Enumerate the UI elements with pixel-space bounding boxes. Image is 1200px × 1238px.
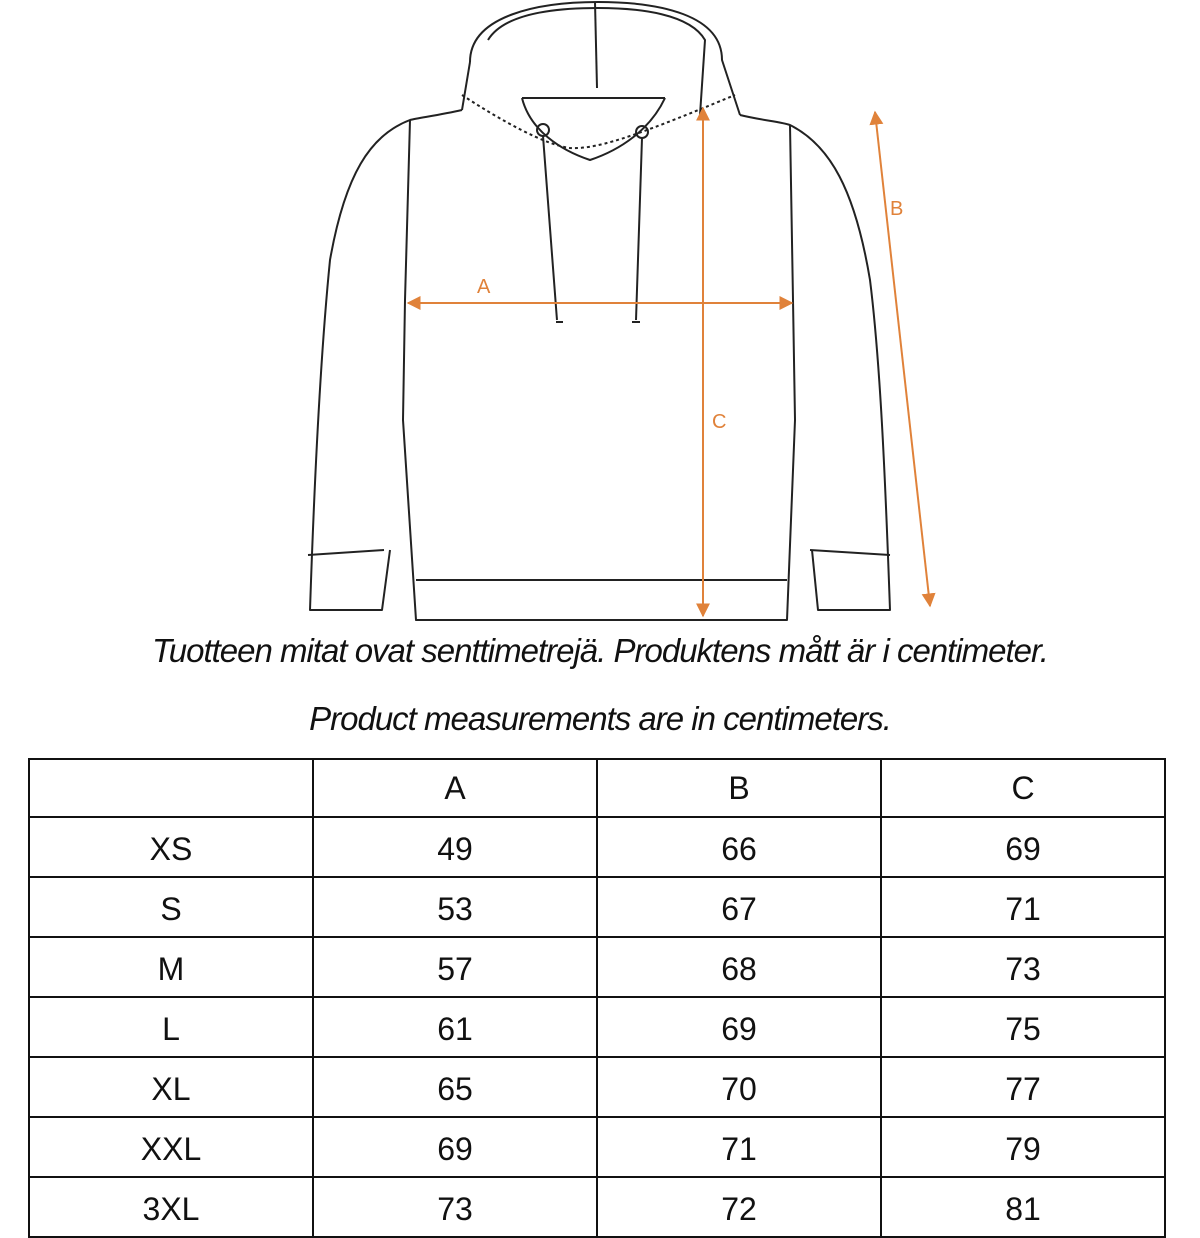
value-cell-b: 70 (597, 1057, 881, 1117)
size-cell: S (29, 877, 313, 937)
value-cell-c: 79 (881, 1117, 1165, 1177)
value-cell-b: 66 (597, 817, 881, 877)
value-cell-b: 72 (597, 1177, 881, 1237)
value-cell-a: 49 (313, 817, 597, 877)
table-row (29, 877, 1165, 937)
label-c: C (712, 411, 727, 433)
table-row (29, 937, 1165, 997)
value-cell-a: 57 (313, 937, 597, 997)
size-table (28, 758, 1166, 1238)
value-cell-b: 69 (597, 997, 881, 1057)
value-cell-c: 71 (881, 877, 1165, 937)
value-cell-c: 69 (881, 817, 1165, 877)
size-cell: L (29, 997, 313, 1057)
size-cell: XL (29, 1057, 313, 1117)
measurement-note-fi-sv: Tuotteen mitat ovat senttimetrejä. Produktens mått är i centimeter. (152, 632, 1048, 669)
header-cell-c: C (881, 759, 1165, 817)
table-row (29, 817, 1165, 877)
label-a: A (477, 276, 491, 298)
label-b: B (890, 198, 904, 220)
size-cell: M (29, 937, 313, 997)
value-cell-c: 73 (881, 937, 1165, 997)
value-cell-a: 61 (313, 997, 597, 1057)
value-cell-c: 75 (881, 997, 1165, 1057)
table-row (29, 1177, 1165, 1237)
value-cell-a: 53 (313, 877, 597, 937)
table-row (29, 1117, 1165, 1177)
header-cell-a: A (313, 759, 597, 817)
measurement-note-en: Product measurements are in centimeters. (309, 700, 891, 737)
header-cell-size (29, 759, 313, 817)
measure-line-b (875, 112, 930, 606)
size-cell: 3XL (29, 1177, 313, 1237)
value-cell-c: 77 (881, 1057, 1165, 1117)
measurement-lines (408, 108, 930, 616)
table-row (29, 1057, 1165, 1117)
size-cell: XXL (29, 1117, 313, 1177)
value-cell-a: 65 (313, 1057, 597, 1117)
size-cell: XS (29, 817, 313, 877)
table-row (29, 997, 1165, 1057)
value-cell-b: 71 (597, 1117, 881, 1177)
hoodie-outline (308, 2, 890, 620)
table-header-row (29, 759, 1165, 817)
value-cell-b: 67 (597, 877, 881, 937)
value-cell-a: 73 (313, 1177, 597, 1237)
value-cell-b: 68 (597, 937, 881, 997)
value-cell-c: 81 (881, 1177, 1165, 1237)
header-cell-b: B (597, 759, 881, 817)
value-cell-a: 69 (313, 1117, 597, 1177)
